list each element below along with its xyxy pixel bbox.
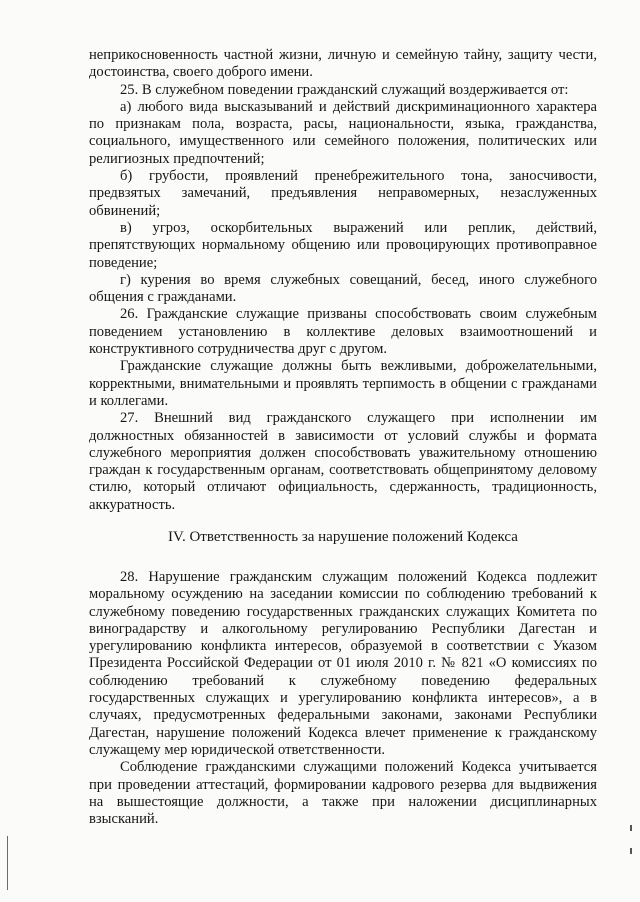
paragraph-26-courtesy: Гражданские служащие должны быть вежливыми, доброжелательными, корректными, внимательными и проявлять терпимость в общении с гражданами и коллегами. [89,358,597,409]
paragraph-25-v: в) угроз, оскорбительных выражений или реплик, действий, препятствующих нормальному общению или провоцирующих противоправное поведение; [89,219,597,271]
paragraph-28-compliance: Соблюдение гражданскими служащими положений Кодекса учитывается при проведении аттестаций, формировании кадрового резерва для выдвижения на вышестоящие должности, а также при наложении дисциплинарных взысканий. [89,759,597,828]
scan-margin-line [7,836,8,890]
paragraph-25: 25. В служебном поведении гражданский служащий воздерживается от: [120,81,569,98]
scan-mark [630,825,632,831]
paragraph-25-b: б) грубости, проявлений пренебрежительного тона, заносчивости, предвзятых замечаний, предъявления неправомерных, незаслуженных обвинений; [89,168,597,219]
paragraph-privacy-clause: неприкосновенность частной жизни, личную и семейную тайну, защиту чести, достоинства, своего доброго имени. [89,47,597,81]
paragraph-28: 28. Нарушение гражданским служащим положений Кодекса подлежит моральному осуждению на заседании комиссии по соблюдению требований к служебному поведению государственных гражданских служащих Комитета по виноградарству и алкогольному регулированию Республики Дагестан и урегулированию конфликта интересов, образуемой в соответствии с Указом Президента Российской Федерации от 01 июля 2010 г. № 821 «О комиссиях по соблюдению требований к служебному поведению федеральных государственных служащих и урегулированию конфликта интересов», а в случаях, предусмотренных федеральными законами, законами Республики Дагестан, нарушение положений Кодекса влечет применение к гражданскому служащему мер юридической ответственности. [89,569,597,758]
paragraph-27: 27. Внешний вид гражданского служащего при исполнении им должностных обязанностей в зависимости от условий службы и формата служебного мероприятия должен способствовать уважительному отношению граждан к государственным органам, соответствовать общепринятому деловому стилю, который отличают официальность, сдержанность, традиционность, аккуратность. [89,410,597,513]
section-heading: IV. Ответственность за нарушение положений Кодекса [168,529,518,545]
paragraph-26: 26. Гражданские служащие призваны способствовать своим служебным поведением установлению в коллективе деловых взаимоотношений и конструктивного сотрудничества друг с другом. [89,306,597,358]
paragraph-25-g: г) курения во время служебных совещаний, бесед, иного служебного общения с гражданами. [89,271,597,306]
paragraph-25-a: а) любого вида высказываний и действий дискриминационного характера по признакам пола, возраста, расы, национальности, языка, гражданства, социального, имущественного или семейного положения, политических или религиозных предпочтений; [89,98,597,167]
code-text-upper [89,47,597,514]
scan-mark [630,848,632,854]
code-text-lower [89,569,597,828]
